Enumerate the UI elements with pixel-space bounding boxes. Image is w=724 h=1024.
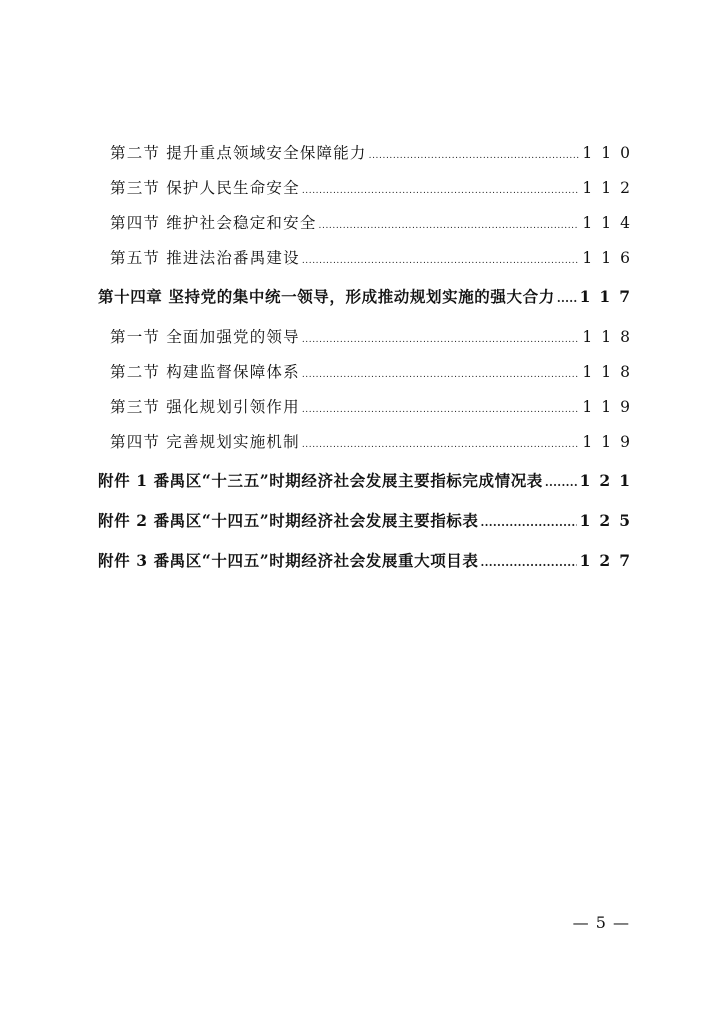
toc-entry-title: 第三节 强化规划引领作用 <box>110 398 300 416</box>
toc-entry-title: 第二节 构建监督保障体系 <box>110 363 300 381</box>
toc-entry <box>110 176 639 198</box>
toc-entry <box>110 395 639 417</box>
toc-entry <box>110 211 639 233</box>
toc-appendix-entry <box>98 549 639 571</box>
dot-leader <box>545 476 577 489</box>
toc-entry-title: 第一节 全面加强党的领导 <box>110 328 300 346</box>
toc-entry-page: 121 <box>579 471 639 490</box>
toc-entry-title: 附件 1 番禺区“十三五”时期经济社会发展主要指标完成情况表 <box>98 471 543 490</box>
toc-entry-title: 第四节 维护社会稳定和安全 <box>110 214 317 232</box>
toc-entry-page: 118 <box>582 328 639 346</box>
toc-entry <box>110 141 639 163</box>
toc-entry-page: 127 <box>579 551 639 570</box>
toc-entry-page: 114 <box>582 214 639 232</box>
toc-entry-page: 125 <box>579 511 639 530</box>
toc-entry-page: 116 <box>582 249 639 267</box>
toc-entry <box>110 360 639 382</box>
toc-entry-page: 119 <box>582 433 639 451</box>
toc-chapter-entry <box>98 285 639 307</box>
toc-entry-title: 附件 3 番禺区“十四五”时期经济社会发展重大项目表 <box>98 551 479 570</box>
toc-entry-page: 118 <box>582 363 639 381</box>
toc-entry-page: 112 <box>582 179 639 197</box>
dot-leader <box>302 440 580 450</box>
toc-appendix-entry <box>98 509 639 531</box>
dot-leader <box>302 370 580 380</box>
toc-entry <box>110 325 639 347</box>
dot-leader <box>557 292 577 305</box>
toc-entry-title: 第二节 提升重点领域安全保障能力 <box>110 144 367 162</box>
dot-leader <box>302 256 580 266</box>
dot-leader <box>302 335 580 345</box>
dot-leader <box>481 556 577 569</box>
toc-entry-title: 附件 2 番禺区“十四五”时期经济社会发展主要指标表 <box>98 511 479 530</box>
dot-leader <box>481 516 577 529</box>
dot-leader <box>302 405 580 415</box>
dot-leader <box>302 186 580 196</box>
dot-leader <box>369 151 580 161</box>
toc-entry-page: 110 <box>582 144 639 162</box>
dot-leader <box>319 221 580 231</box>
toc-entry <box>110 246 639 268</box>
toc-entry-page: 119 <box>582 398 639 416</box>
toc-entry-title: 第三节 保护人民生命安全 <box>110 179 300 197</box>
page-number: — 5 — <box>572 913 630 932</box>
toc-entry-title: 第四节 完善规划实施机制 <box>110 433 300 451</box>
toc-entry-page: 117 <box>579 287 639 306</box>
toc-appendix-entry <box>98 469 639 491</box>
toc-entry-title: 第十四章 坚持党的集中统一领导，形成推动规划实施的强大合力 <box>98 287 555 306</box>
toc-entry <box>110 430 639 452</box>
toc-entry-title: 第五节 推进法治番禺建设 <box>110 249 300 267</box>
